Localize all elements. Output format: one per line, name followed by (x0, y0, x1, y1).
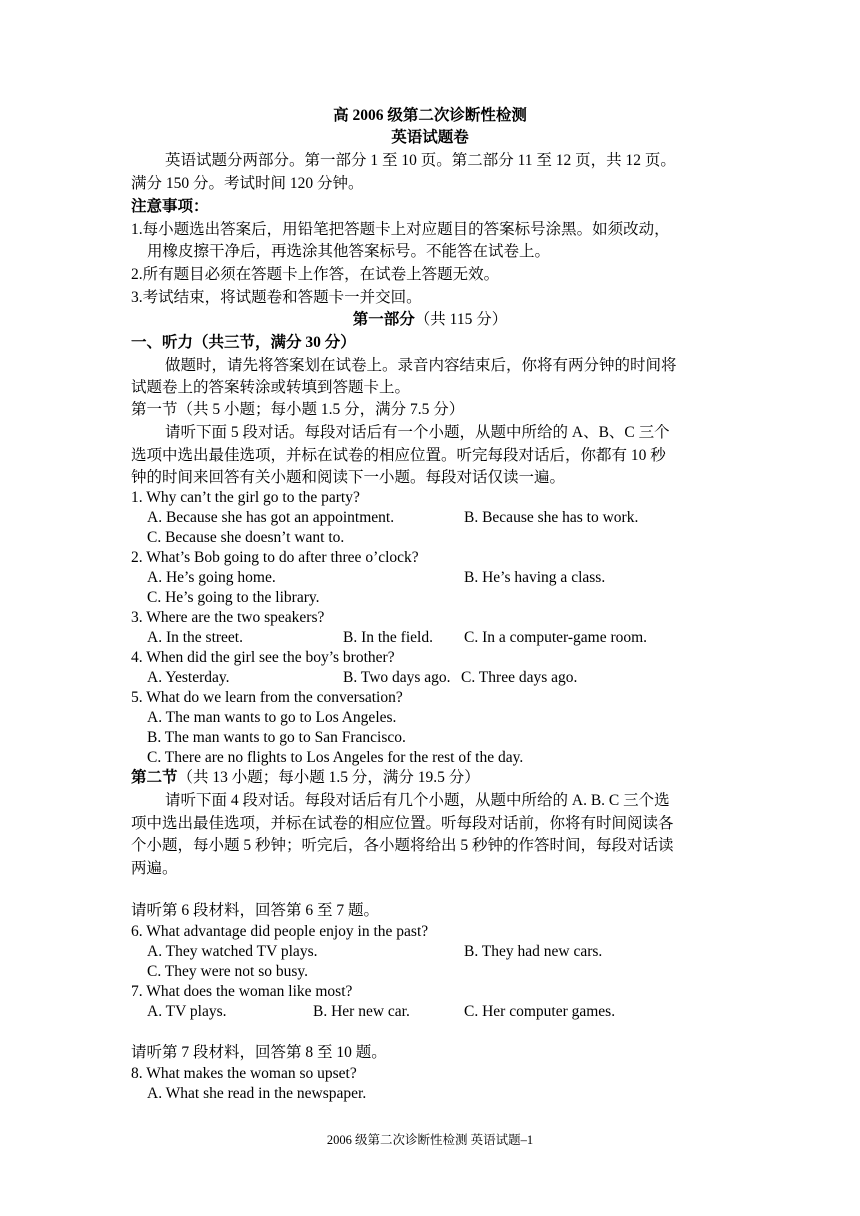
q1-option-c: C. Because she doesn’t want to. (147, 529, 345, 546)
section2-heading (131, 768, 480, 788)
q1-option-b: B. Because she has to work. (464, 509, 639, 526)
section1-instr-3: 钟的时间来回答有关小题和阅读下一小题。每段对话仅读一遍。 (131, 469, 566, 486)
section2-instr-3: 个小题，每小题 5 秒钟；听完后，各小题将给出 5 秒钟的作答时间，每段对话读 (131, 837, 674, 854)
q3-option-a: A. In the street. (147, 629, 243, 646)
page-footer: 2006 级第二次诊断性检测 英语试题–1 (326, 1133, 534, 1147)
exam-title: 高 2006 级第二次诊断性检测 (333, 107, 527, 124)
q4-option-a: A. Yesterday. (147, 669, 230, 686)
q7-option-a: A. TV plays. (147, 1003, 227, 1020)
q5-option-b: B. The man wants to go to San Francisco. (147, 729, 406, 746)
listening-heading: 一、听力（共三节，满分 30 分） (131, 334, 356, 351)
notice-item-1a: 1.每小题选出答案后，用铅笔把答题卡上对应题目的答案标号涂黑。如须改动， (131, 221, 670, 238)
listening-instr-2: 试题卷上的答案转涂或转填到答题卡上。 (131, 379, 411, 396)
question-2: 2. What’s Bob going to do after three o’clock? (131, 549, 419, 566)
listening-instr-1: 做题时，请先将答案划在试卷上。录音内容结束后，你将有两分钟的时间将 (165, 357, 677, 374)
question-5: 5. What do we learn from the conversation? (131, 689, 403, 706)
part1-title-bold: 第一部分 (352, 311, 415, 328)
section2-instr-1: 请听下面 4 段对话。每段对话后有几个小题，从题中所给的 A. B. C 三个选 (165, 792, 670, 809)
segment-7-prompt: 请听第 7 段材料，回答第 8 至 10 题。 (131, 1044, 387, 1061)
segment-6-prompt: 请听第 6 段材料，回答第 6 至 7 题。 (131, 902, 380, 919)
question-6: 6. What advantage did people enjoy in the past? (131, 923, 429, 940)
question-7: 7. What does the woman like most? (131, 983, 353, 1000)
q2-option-c: C. He’s going to the library. (147, 589, 320, 606)
section1-instr-1: 请听下面 5 段对话。每段对话后有一个小题，从题中所给的 A、B、C 三个 (165, 424, 670, 441)
section2-instr-4: 两遍。 (131, 860, 178, 877)
question-1: 1. Why can’t the girl go to the party? (131, 489, 360, 506)
q6-option-b: B. They had new cars. (464, 943, 603, 960)
q3-option-b: B. In the field. (343, 629, 433, 646)
section2-heading-bold: 第二节 (131, 769, 178, 786)
q6-option-a: A. They watched TV plays. (147, 943, 318, 960)
part1-title (0, 310, 860, 330)
question-3: 3. Where are the two speakers? (131, 609, 325, 626)
q4-option-b: B. Two days ago. (343, 669, 451, 686)
q4-option-c: C. Three days ago. (461, 669, 578, 686)
q2-option-a: A. He’s going home. (147, 569, 276, 586)
notice-item-1b: 用橡皮擦干净后，再选涂其他答案标号。不能答在试卷上。 (147, 243, 551, 260)
q3-option-c: C. In a computer-game room. (464, 629, 648, 646)
section1-instr-2: 选项中选出最佳选项，并标在试卷的相应位置。听完每段对话后，你都有 10 秒 (131, 447, 666, 464)
intro-line-2: 满分 150 分。考试时间 120 分钟。 (131, 175, 364, 192)
section2-heading-rest: （共 13 小题；每小题 1.5 分，满分 19.5 分） (177, 769, 480, 786)
q2-option-b: B. He’s having a class. (464, 569, 606, 586)
exam-subtitle: 英语试题卷 (391, 129, 469, 146)
section1-heading: 第一节（共 5 小题；每小题 1.5 分，满分 7.5 分） (131, 401, 465, 418)
q6-option-c: C. They were not so busy. (147, 963, 309, 980)
q7-option-c: C. Her computer games. (464, 1003, 616, 1020)
q7-option-b: B. Her new car. (313, 1003, 410, 1020)
section2-instr-2: 项中选出最佳选项，并标在试卷的相应位置。听每段对话前，你将有时间阅读各 (131, 815, 674, 832)
part1-title-rest: （共 115 分） (414, 311, 508, 328)
question-8: 8. What makes the woman so upset? (131, 1065, 357, 1082)
notice-item-3: 3.考试结束，将试题卷和答题卡一并交回。 (131, 289, 422, 306)
q8-option-a: A. What she read in the newspaper. (147, 1085, 367, 1102)
notice-heading: 注意事项： (131, 198, 209, 215)
q5-option-a: A. The man wants to go to Los Angeles. (147, 709, 397, 726)
intro-line-1: 英语试题分两部分。第一部分 1 至 10 页。第二部分 11 至 12 页，共 12 页。 (165, 152, 676, 169)
q5-option-c: C. There are no flights to Los Angeles for the rest of the day. (147, 749, 524, 766)
question-4: 4. When did the girl see the boy’s brother? (131, 649, 395, 666)
q1-option-a: A. Because she has got an appointment. (147, 509, 395, 526)
notice-item-2: 2.所有题目必须在答题卡上作答，在试卷上答题无效。 (131, 266, 500, 283)
